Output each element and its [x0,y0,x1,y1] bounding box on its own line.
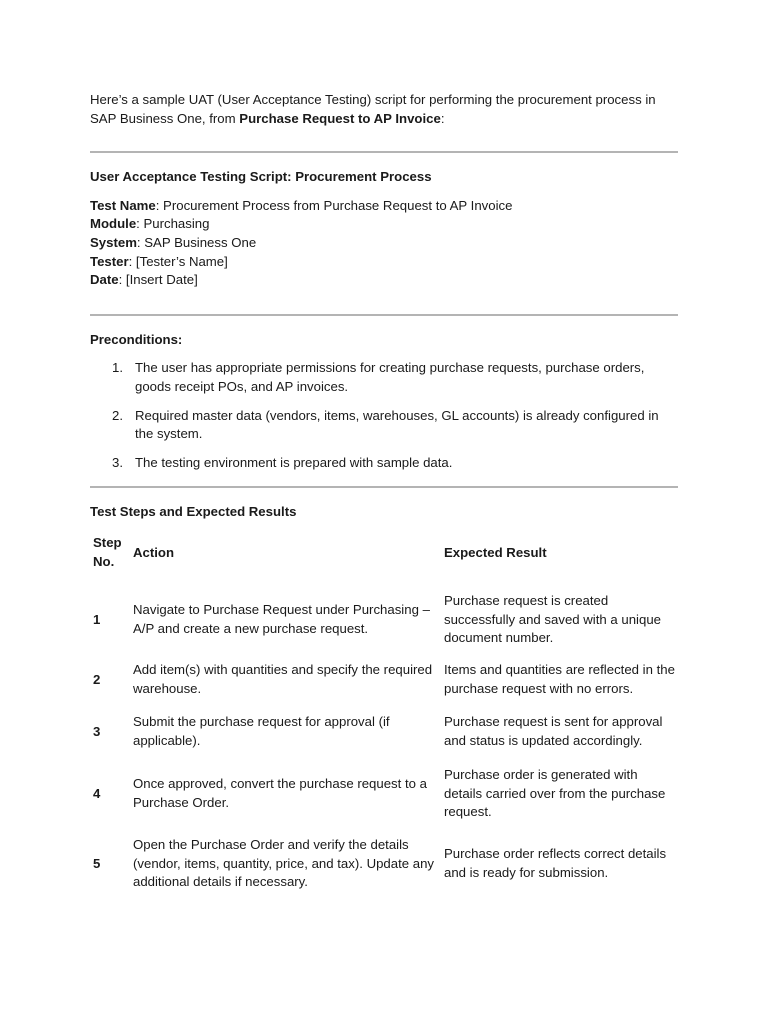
meta-test-name [90,197,678,216]
steps-table [90,528,680,898]
meta-system [90,234,678,253]
cell-expected: Purchase order is generated with details carried over from the purchase request. [444,767,666,820]
cell-step-no: 3 [93,723,101,739]
cell-step-no: 4 [93,785,101,801]
list-text: The testing environment is prepared with sample data. [135,454,453,470]
meta-value: : SAP Business One [136,234,257,250]
meta-label: System [90,234,137,250]
table-row [90,758,680,830]
list-text: The user has appropriate permissions for creating purchase requests, purchase orders, goods receipt POs, and AP invoices. [135,360,645,394]
divider [90,314,678,316]
cell-expected: Items and quantities are reflected in the purchase request with no errors. [444,662,675,696]
header-step-line2: No. [93,553,115,569]
header-step-line1: Step [93,535,122,551]
meta-module [90,215,678,234]
meta-block [90,197,678,290]
cell-expected: Purchase request is sent for approval and status is updated accordingly. [444,714,663,748]
preconditions-title: Preconditions: [90,331,183,347]
meta-date [90,271,678,290]
document-content [90,91,678,898]
meta-value: : [Insert Date] [118,272,198,288]
list-text: Required master data (vendors, items, warehouses, GL accounts) is already configured in the system. [135,407,659,442]
steps-title: Test Steps and Expected Results [90,504,297,520]
meta-tester [90,253,678,272]
script-title: User Acceptance Testing Script: Procurement Process [90,169,432,185]
list-item [90,407,678,444]
meta-label: Test Name [90,197,156,213]
table-header-row [90,528,680,578]
cell-expected: Purchase request is created successfully and saved with a unique document number. [444,593,661,646]
header-step-no [90,528,130,578]
header-expected: Expected Result [444,544,547,560]
meta-value: : Procurement Process from Purchase Request to AP Invoice [155,197,513,213]
list-number: 3. [112,454,123,470]
list-item [90,454,678,473]
list-number: 2. [112,407,123,423]
intro-bold: Purchase Request to AP Invoice [239,110,441,126]
meta-label: Tester [90,253,129,269]
cell-action: Once approved, convert the purchase request to a Purchase Order. [133,776,427,810]
meta-label: Date [90,272,119,288]
intro-paragraph [90,91,678,128]
cell-action: Open the Purchase Order and verify the details (vendor, items, quantity, price, and tax). Update any additional details if necessary. [133,837,435,890]
cell-step-no: 2 [93,671,101,687]
intro-colon: : [440,110,445,126]
table-row [90,830,680,898]
cell-action: Submit the purchase request for approval (if applicable). [133,714,390,748]
list-number: 1. [112,360,123,376]
preconditions-list [90,359,678,472]
header-action: Action [133,544,175,560]
cell-action: Add item(s) with quantities and specify the required warehouse. [133,662,433,696]
intro-text: Here’s a sample UAT (User Acceptance Testing) script for performing the procurement process in SAP Business One, from [90,92,656,126]
cell-step-no: 5 [93,855,101,871]
divider [90,151,678,153]
cell-step-no: 1 [93,611,101,627]
meta-value: : Purchasing [136,216,210,232]
meta-label: Module [90,216,137,232]
meta-value: : [Tester’s Name] [128,253,228,269]
table-row [90,578,680,654]
cell-expected: Purchase order reflects correct details and is ready for submission. [444,846,667,880]
table-row [90,706,680,758]
divider [90,486,678,488]
table-row [90,654,680,706]
cell-action: Navigate to Purchase Request under Purchasing – A/P and create a new purchase request. [133,602,430,636]
list-item [90,359,678,396]
